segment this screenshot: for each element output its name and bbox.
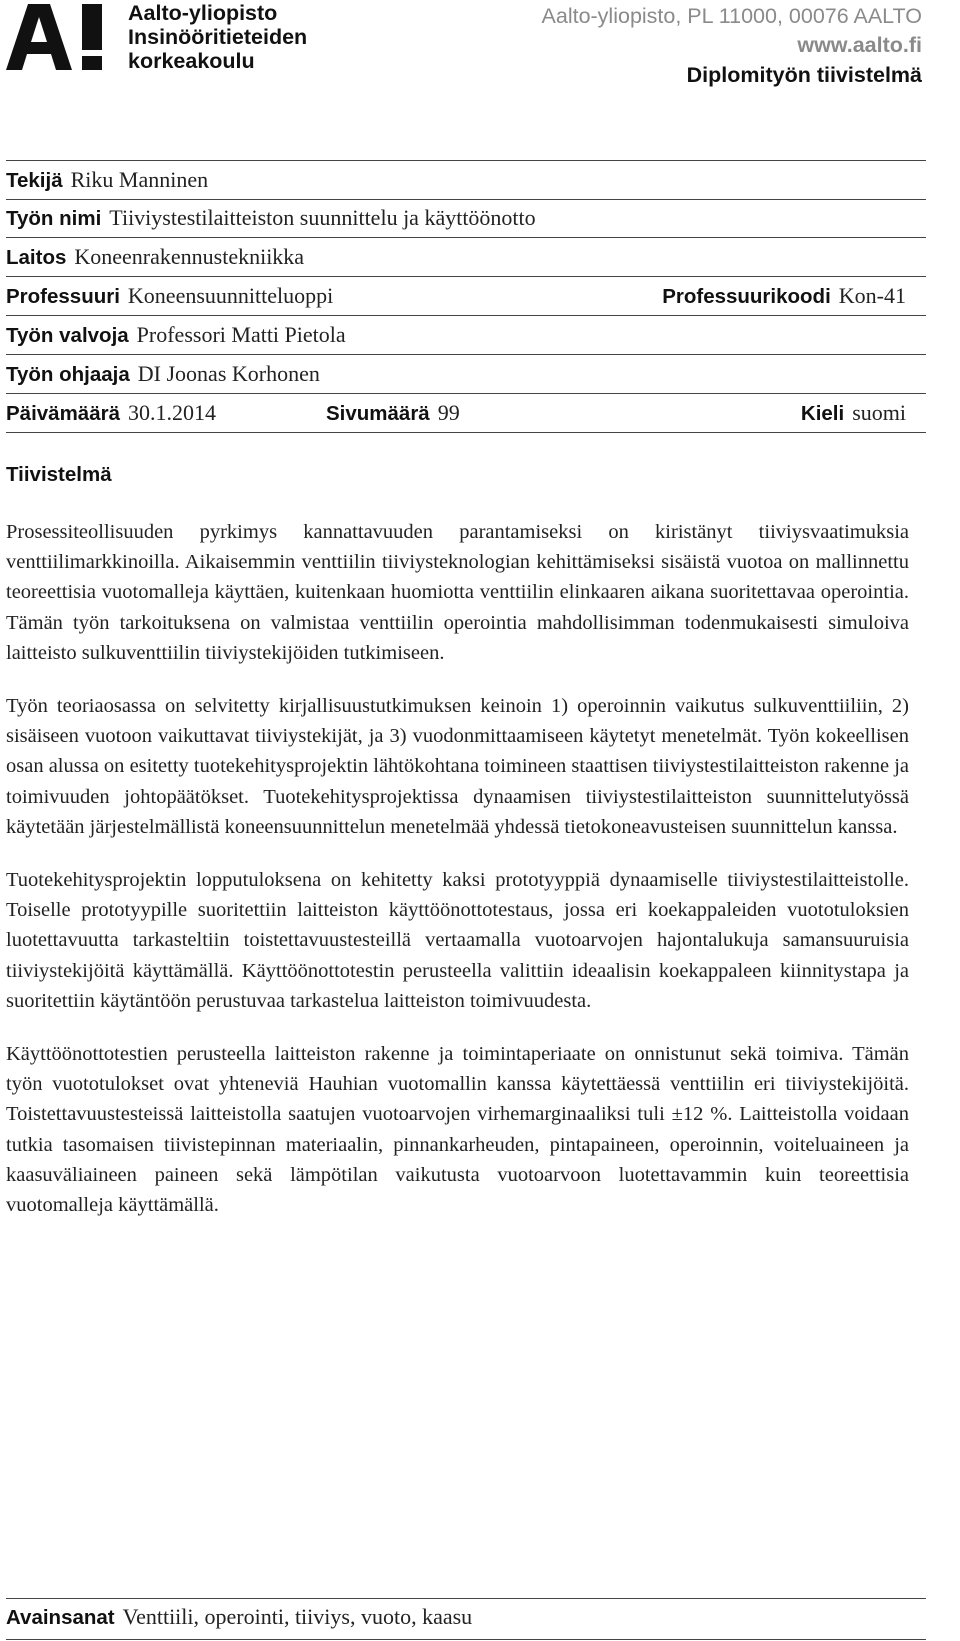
author-value: Riku Manninen — [70, 167, 209, 192]
department-value: Koneenrakennustekniikka — [74, 244, 305, 269]
university-website: www.aalto.fi — [797, 33, 922, 57]
logo-line-2: Insinööritieteiden — [128, 25, 308, 49]
supervisor-row — [6, 316, 926, 355]
department-label: Laitos — [6, 246, 67, 269]
date-label: Päivämäärä — [6, 402, 120, 425]
author-row — [6, 160, 926, 200]
date-pages-language-row — [6, 394, 926, 433]
thesis-title-value: Tiiviystestilaitteiston suunnittelu ja käyttöönotto — [109, 205, 536, 230]
logo-wordmark — [128, 1, 368, 73]
page-count-value: 99 — [437, 400, 460, 425]
keywords-row — [6, 1598, 926, 1640]
language-label: Kieli — [800, 402, 845, 425]
abstract-paragraph: Tuotekehitysprojektin lopputuloksena on kehitetty kaksi prototyyppiä dynaamiselle tiiviystestilaitteistolle. Toiselle prototyypille suoritettiin laitteiston käyttöönottotestaus, jossa eri koekappaleiden vuototuloksien luotettavuutta tarkasteltiin toistettavuustesteillä vertaamalla vuotoarvojen hajontalukuja samansuuruisia tiiviystekijöitä käyttämällä. Käyttöönottotestin perusteella valittiin ideaalisin koekappaleen kiinnitystapa ja suoritettiin käytäntöön perustuvaa tarkastelua laitteiston toimivuudesta. — [6, 869, 909, 1012]
keywords-value: Venttiili, operointi, tiiviys, vuoto, kaasu — [122, 1604, 473, 1629]
advisor-value: DI Joonas Korhonen — [137, 361, 320, 386]
abstract-paragraph: Käyttöönottotestien perusteella laitteiston rakenne ja toimintaperiaate on onnistunut sekä toimiva. Tämän työn vuototulokset ovat yhteneviä Hauhian vuotomallin kanssa käytettäessä venttiilin eri tiiviystekijöitä. Toistettavuustesteissä laitteistolla saatujen vuotoarvojen virhemarginaaliksi tuli ±12 %. Laitteistolla voidaan tutkia tasomaisen tiivistepinnan materiaalin, pinnankarheuden, pintapaineen, operoinnin, voiteluaineen ja kaasuväliaineen paineen sekä lämpötilan vaikutusta vuotoarvoon luotettavammin kuin teoreettisia vuotomalleja käyttämällä. — [6, 1043, 909, 1217]
author-label: Tekijä — [6, 169, 63, 192]
logo-line-3: korkeakoulu — [128, 49, 255, 73]
page-count-cell — [326, 394, 460, 433]
department-row — [6, 238, 926, 277]
professorship-value: Koneensuunnitteluoppi — [127, 283, 334, 308]
professorship-code-value: Kon-41 — [838, 283, 906, 308]
supervisor-label: Työn valvoja — [6, 324, 129, 347]
supervisor-value: Professori Matti Pietola — [136, 322, 346, 347]
professorship-label: Professuuri — [6, 285, 120, 308]
logo-line-1: Aalto-yliopisto — [128, 1, 278, 25]
abstract-paragraph: Prosessiteollisuuden pyrkimys kannattavuuden parantamiseksi on kiristänyt tiiviysvaatimuksia venttiilimarkkinoilla. Aikaisemmin venttiilin tiiviysteknologian kehittämiseksi sisäistä vuotoa on mallinnettu teoreettisia vuotomalleja käyttäen, kuitenkaan huomiotta venttiilin elinkaaren aikana suoritettavaa operointia. Tämän työn tarkoituksena on valmistaa venttiilin operointia mahdollisimman todenmukaisesti simuloiva laitteisto sulkuventtiilin tiiviystekijöiden tutkimiseen. — [6, 521, 909, 664]
university-address: Aalto-yliopisto, PL 11000, 00076 AALTO — [541, 4, 922, 28]
abstract-body — [6, 517, 909, 1243]
aalto-logo — [6, 2, 366, 74]
keywords-label: Avainsanat — [6, 1606, 115, 1629]
thesis-title-label: Työn nimi — [6, 207, 102, 230]
professorship-code-cell — [662, 277, 906, 316]
date-value: 30.1.2014 — [127, 400, 216, 425]
language-cell — [801, 394, 906, 433]
professorship-code-label: Professuurikoodi — [662, 285, 831, 308]
document-title: Diplomityön tiivistelmä — [686, 63, 922, 87]
advisor-label: Työn ohjaaja — [6, 363, 130, 386]
advisor-row — [6, 355, 926, 394]
language-value: suomi — [852, 400, 906, 425]
thesis-title-row — [6, 199, 926, 238]
abstract-paragraph: Työn teoriaosassa on selvitetty kirjallisuustutkimuksen keinoin 1) operoinnin vaikutus sulkuventtiiliin, 2) sisäiseen vuotoon vaikuttavat tiiviystekijät, ja 3) vuodonmittaamiseen käytetyt menetelmät. Työn kokeellisen osan alussa on esitetty tuotekehitysprojektin lähtökohtana toimineen staattisen tiiviystestilaitteiston rakenne ja toimivuuden johtopäätökset. Tuotekehitysprojektissa dynaamisen tiiviystestilaitteiston suunnittelutyössä käytetään järjestelmällistä koneensuunnittelun menetelmää yhdessä tietokoneavusteisen suunnittelun kanssa. — [6, 695, 909, 838]
professorship-row — [6, 277, 926, 316]
aalto-a-exclamation-logo-icon — [6, 2, 114, 72]
page-count-label: Sivumäärä — [326, 402, 430, 425]
abstract-heading: Tiivistelmä — [6, 463, 112, 486]
